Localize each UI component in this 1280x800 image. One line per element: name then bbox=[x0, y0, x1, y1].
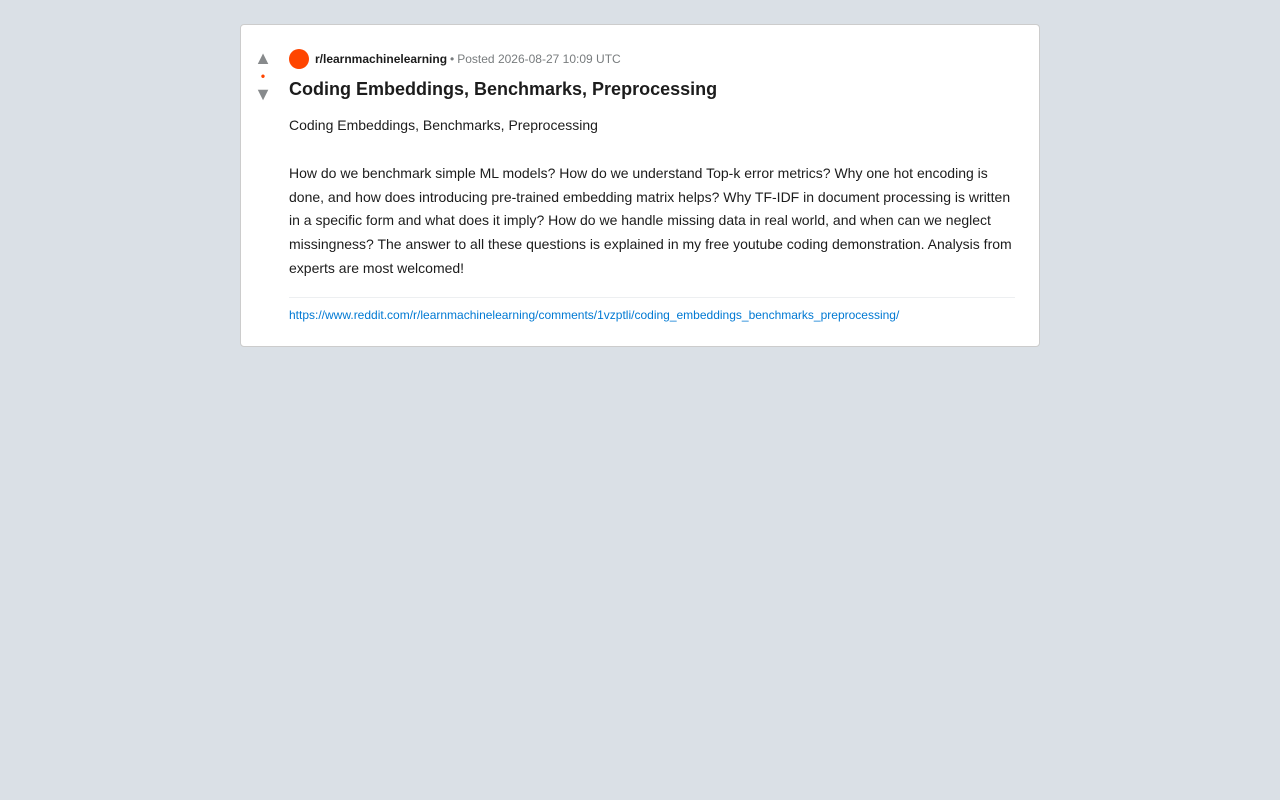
divider bbox=[289, 297, 1015, 298]
post-body bbox=[289, 114, 1015, 281]
post-body-paragraph: How do we benchmark simple ML models? How do we understand Top-k error metrics? Why one hot encoding is done, and how does introducing pre-trained embedding matrix helps? Why TF-IDF in document processing is written in a specific form and what does it imply? How do we handle missing data in real world, and when can we neglect missingness? The answer to all these questions is explained in my free youtube coding demonstration. Analysis from experts are most welcomed! bbox=[289, 164, 1012, 276]
vote-column bbox=[251, 49, 275, 103]
post-title[interactable]: Coding Embeddings, Benchmarks, Preprocessing bbox=[289, 79, 718, 99]
vote-score: • bbox=[260, 69, 266, 83]
post-permalink[interactable]: https://www.reddit.com/r/learnmachinelearning/comments/1vzptli/coding_embeddings_benchmarks_preprocessing/ bbox=[289, 307, 900, 322]
subreddit-avatar-icon[interactable] bbox=[289, 49, 309, 69]
meta-separator: • bbox=[450, 52, 455, 66]
post-card bbox=[240, 24, 1040, 347]
subreddit-name[interactable]: r/learnmachinelearning bbox=[315, 52, 448, 66]
post-body-paragraph: Coding Embeddings, Benchmarks, Preprocessing bbox=[289, 117, 598, 133]
post-content bbox=[289, 49, 1015, 322]
downvote-icon[interactable]: ▼ bbox=[254, 84, 272, 104]
post-timestamp: Posted 2026-08-27 10:09 UTC bbox=[457, 52, 621, 66]
post-meta bbox=[289, 49, 1015, 69]
upvote-icon[interactable]: ▲ bbox=[254, 48, 272, 68]
